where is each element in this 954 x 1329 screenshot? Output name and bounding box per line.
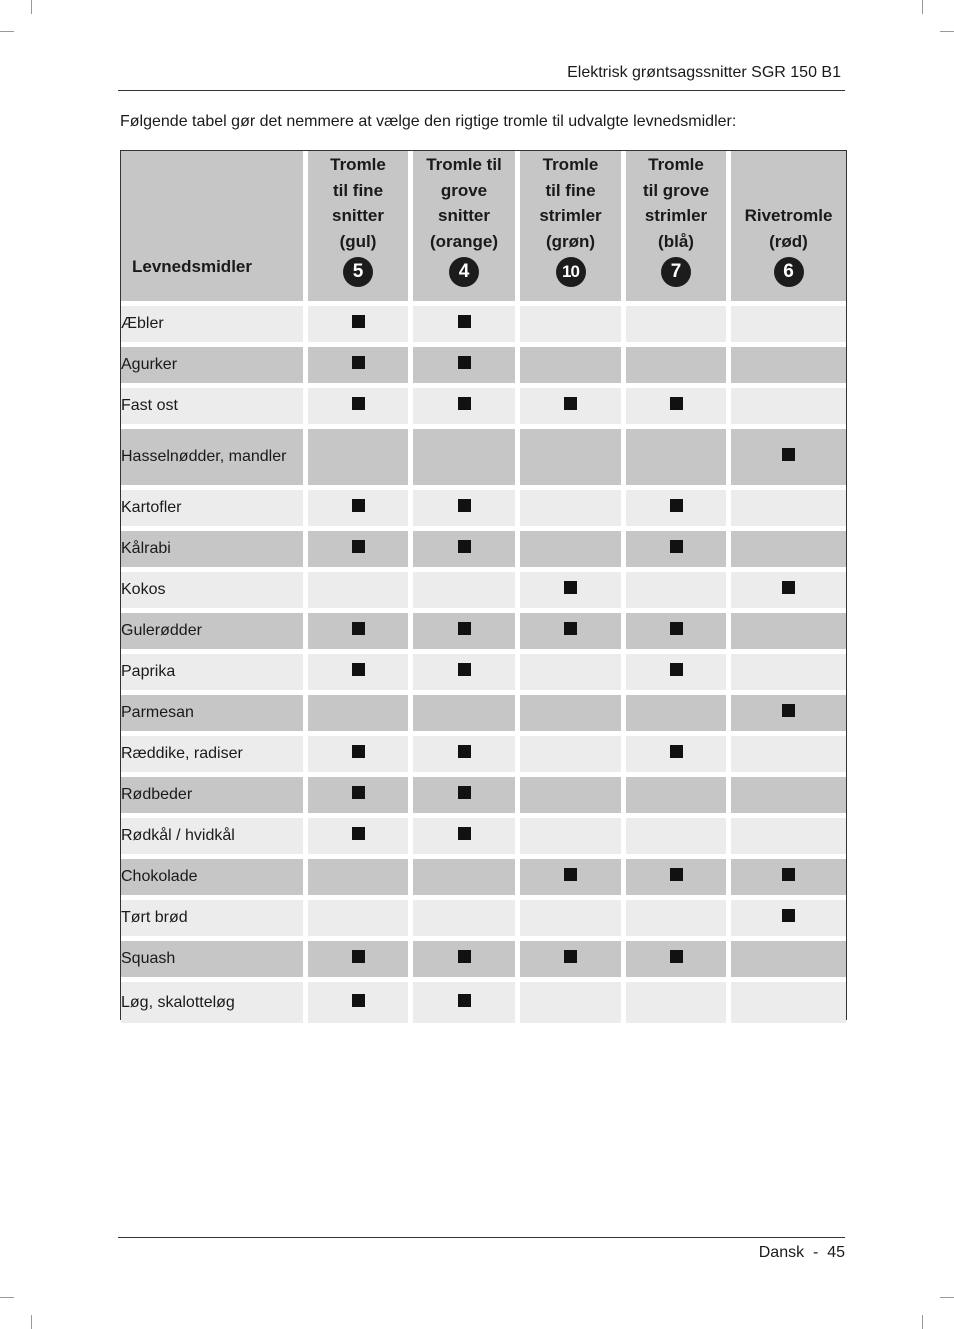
drum-selection-table — [120, 150, 847, 1020]
suitability-cell — [413, 613, 520, 654]
table-row — [121, 941, 846, 982]
suitability-cell — [308, 900, 413, 941]
suitable-mark-icon — [458, 994, 471, 1007]
suitable-mark-icon — [564, 868, 577, 881]
food-name-cell: Paprika — [121, 654, 308, 695]
suitability-cell — [308, 490, 413, 531]
food-name-cell: Kartofler — [121, 490, 308, 531]
suitability-cell — [626, 613, 731, 654]
suitable-mark-icon — [352, 540, 365, 553]
suitability-cell — [731, 490, 846, 531]
suitability-cell — [413, 695, 520, 736]
suitability-cell — [520, 613, 626, 654]
suitability-cell — [731, 900, 846, 941]
suitable-mark-icon — [458, 663, 471, 676]
drum-column-header — [626, 151, 731, 306]
suitability-cell — [413, 654, 520, 695]
suitable-mark-icon — [670, 663, 683, 676]
drum-column-header-line: snitter — [332, 206, 384, 225]
food-column-header — [121, 151, 308, 306]
drum-column-header — [413, 151, 520, 306]
suitability-cell — [413, 818, 520, 859]
suitable-mark-icon — [670, 540, 683, 553]
suitability-cell — [308, 941, 413, 982]
suitability-cell — [308, 654, 413, 695]
suitability-cell — [731, 531, 846, 572]
suitable-mark-icon — [458, 356, 471, 369]
suitability-cell — [626, 900, 731, 941]
footer-divider — [118, 1237, 845, 1238]
suitability-cell — [308, 306, 413, 347]
food-name-cell: Tørt brød — [121, 900, 308, 941]
suitability-cell — [413, 982, 520, 1023]
food-name-cell: Agurker — [121, 347, 308, 388]
crop-mark — [940, 31, 954, 32]
drum-column-header-line: strimler — [539, 206, 602, 225]
suitability-cell — [731, 695, 846, 736]
food-name-cell: Parmesan — [121, 695, 308, 736]
suitable-mark-icon — [782, 704, 795, 717]
food-name-cell: Gulerødder — [121, 613, 308, 654]
table-row — [121, 490, 846, 531]
suitability-cell — [731, 429, 846, 490]
suitable-mark-icon — [782, 581, 795, 594]
drum-column-header — [520, 151, 626, 306]
suitability-cell — [413, 306, 520, 347]
suitable-mark-icon — [670, 622, 683, 635]
suitable-mark-icon — [458, 950, 471, 963]
table-row — [121, 388, 846, 429]
suitability-cell — [626, 306, 731, 347]
drum-column-header-line: snitter — [438, 206, 490, 225]
suitability-cell — [731, 306, 846, 347]
suitable-mark-icon — [458, 315, 471, 328]
page-footer: Dansk - 45 — [758, 1244, 845, 1261]
suitability-cell — [520, 777, 626, 818]
food-name-cell: Hasselnødder, mandler — [121, 429, 308, 490]
table-row — [121, 695, 846, 736]
suitable-mark-icon — [458, 499, 471, 512]
suitable-mark-icon — [670, 745, 683, 758]
suitable-mark-icon — [670, 950, 683, 963]
intro-text: Følgende tabel gør det nemmere at vælge den rigtige tromle til udvalgte levnedsmidler: — [120, 113, 737, 130]
table-row — [121, 429, 846, 490]
crop-mark — [922, 0, 923, 14]
suitability-cell — [413, 531, 520, 572]
drum-column-header — [308, 151, 413, 306]
drum-column-header-line: Tromle — [542, 155, 599, 174]
drum-number-badge: 4 — [449, 257, 479, 287]
table-row — [121, 531, 846, 572]
suitability-cell — [626, 531, 731, 572]
crop-mark — [922, 1315, 923, 1329]
suitability-cell — [520, 695, 626, 736]
drum-column-header-line: (blå) — [658, 231, 694, 251]
suitability-cell — [520, 982, 626, 1023]
suitable-mark-icon — [458, 622, 471, 635]
suitable-mark-icon — [670, 499, 683, 512]
drum-number-badge: 5 — [343, 257, 373, 287]
suitability-cell — [413, 429, 520, 490]
suitability-cell — [308, 982, 413, 1023]
suitability-cell — [626, 736, 731, 777]
drum-column-header-line: til fine — [332, 180, 384, 200]
food-name-cell: Squash — [121, 941, 308, 982]
suitability-cell — [731, 736, 846, 777]
suitability-cell — [731, 941, 846, 982]
table-row — [121, 654, 846, 695]
suitable-mark-icon — [564, 581, 577, 594]
suitability-cell — [626, 695, 731, 736]
suitability-cell — [626, 654, 731, 695]
suitable-mark-icon — [352, 356, 365, 369]
suitable-mark-icon — [352, 994, 365, 1007]
suitability-cell — [520, 654, 626, 695]
drum-column-header-line: (gul) — [339, 231, 377, 251]
food-name-cell: Chokolade — [121, 859, 308, 900]
drum-column-header-line: til grove — [642, 180, 710, 200]
drum-column-header-line: Tromle — [648, 155, 704, 174]
suitable-mark-icon — [782, 909, 795, 922]
suitable-mark-icon — [458, 540, 471, 553]
suitability-cell — [520, 347, 626, 388]
suitability-cell — [626, 859, 731, 900]
suitability-cell — [626, 347, 731, 388]
suitability-cell — [308, 859, 413, 900]
suitability-cell — [731, 982, 846, 1023]
suitability-cell — [520, 388, 626, 429]
suitability-cell — [731, 818, 846, 859]
suitability-cell — [308, 572, 413, 613]
table-row — [121, 982, 846, 1023]
suitable-mark-icon — [352, 397, 365, 410]
food-name-cell: Æbler — [121, 306, 308, 347]
crop-mark — [0, 1297, 14, 1298]
suitability-cell — [308, 736, 413, 777]
suitability-cell — [308, 613, 413, 654]
crop-mark — [940, 1297, 954, 1298]
food-name-cell: Løg, skalotteløg — [121, 982, 308, 1023]
drum-column-header-line: til fine — [545, 180, 596, 200]
suitable-mark-icon — [352, 950, 365, 963]
suitable-mark-icon — [352, 663, 365, 676]
suitable-mark-icon — [352, 827, 365, 840]
drum-column-header-line: strimler — [644, 206, 708, 225]
suitable-mark-icon — [352, 622, 365, 635]
suitability-cell — [520, 306, 626, 347]
drum-column-header-line: grove — [440, 180, 488, 200]
suitability-cell — [413, 777, 520, 818]
running-header: Elektrisk grøntsagssnitter SGR 150 B1 — [567, 64, 841, 81]
food-name-cell: Rødkål / hvidkål — [121, 818, 308, 859]
table-row — [121, 347, 846, 388]
suitable-mark-icon — [458, 786, 471, 799]
header-divider — [118, 90, 845, 91]
suitable-mark-icon — [352, 315, 365, 328]
suitability-cell — [520, 736, 626, 777]
suitability-cell — [731, 347, 846, 388]
suitability-cell — [413, 572, 520, 613]
suitable-mark-icon — [782, 868, 795, 881]
table-row — [121, 736, 846, 777]
drum-column-header-line: Tromle — [330, 155, 386, 174]
suitability-cell — [520, 818, 626, 859]
suitability-cell — [413, 900, 520, 941]
suitability-cell — [626, 490, 731, 531]
suitability-cell — [413, 941, 520, 982]
table-header-row — [121, 151, 846, 306]
suitability-cell — [626, 982, 731, 1023]
suitability-cell — [626, 429, 731, 490]
suitable-mark-icon — [670, 397, 683, 410]
suitability-cell — [520, 531, 626, 572]
suitability-cell — [308, 429, 413, 490]
suitability-cell — [731, 613, 846, 654]
suitable-mark-icon — [458, 745, 471, 758]
drum-number-badge: 10 — [556, 257, 586, 287]
suitability-cell — [731, 654, 846, 695]
drum-column-header — [731, 151, 846, 306]
food-name-cell: Rødbeder — [121, 777, 308, 818]
food-column-header-label: Levnedsmidler — [132, 256, 252, 276]
drum-number-badge: 6 — [774, 257, 804, 287]
suitable-mark-icon — [352, 499, 365, 512]
suitability-cell — [308, 818, 413, 859]
table-row — [121, 900, 846, 941]
suitability-cell — [520, 572, 626, 613]
suitability-cell — [520, 429, 626, 490]
suitability-cell — [626, 388, 731, 429]
table-row — [121, 859, 846, 900]
table-row — [121, 572, 846, 613]
suitable-mark-icon — [564, 950, 577, 963]
suitable-mark-icon — [458, 827, 471, 840]
drum-number-badge: 7 — [661, 257, 691, 287]
suitable-mark-icon — [352, 745, 365, 758]
food-name-cell: Kokos — [121, 572, 308, 613]
food-name-cell: Kålrabi — [121, 531, 308, 572]
suitability-cell — [626, 572, 731, 613]
suitability-cell — [308, 388, 413, 429]
suitable-mark-icon — [782, 448, 795, 461]
suitability-cell — [520, 941, 626, 982]
suitability-cell — [731, 859, 846, 900]
drum-column-header-line: Rivetromle — [744, 206, 833, 225]
suitability-cell — [413, 347, 520, 388]
food-name-cell: Ræddike, radiser — [121, 736, 308, 777]
suitability-cell — [731, 388, 846, 429]
crop-mark — [31, 1315, 32, 1329]
suitability-cell — [520, 490, 626, 531]
suitability-cell — [308, 695, 413, 736]
table-row — [121, 818, 846, 859]
suitable-mark-icon — [564, 397, 577, 410]
suitability-cell — [413, 736, 520, 777]
suitability-cell — [626, 818, 731, 859]
suitability-cell — [308, 777, 413, 818]
suitable-mark-icon — [564, 622, 577, 635]
drum-table-grid — [121, 151, 846, 1023]
suitable-mark-icon — [670, 868, 683, 881]
crop-mark — [0, 31, 14, 32]
suitability-cell — [308, 531, 413, 572]
food-name-cell: Fast ost — [121, 388, 308, 429]
suitability-cell — [413, 859, 520, 900]
suitability-cell — [626, 941, 731, 982]
suitability-cell — [520, 859, 626, 900]
table-row — [121, 306, 846, 347]
suitable-mark-icon — [458, 397, 471, 410]
suitability-cell — [520, 900, 626, 941]
suitability-cell — [731, 572, 846, 613]
suitability-cell — [308, 347, 413, 388]
crop-mark — [31, 0, 32, 14]
suitability-cell — [626, 777, 731, 818]
suitable-mark-icon — [352, 786, 365, 799]
drum-column-header-line: (orange) — [430, 231, 498, 251]
suitability-cell — [413, 388, 520, 429]
table-row — [121, 777, 846, 818]
drum-column-header-line: (rød) — [769, 231, 808, 251]
drum-column-header-line: (grøn) — [545, 231, 596, 251]
table-row — [121, 613, 846, 654]
suitability-cell — [731, 777, 846, 818]
suitability-cell — [413, 490, 520, 531]
drum-column-header-line: Tromle til — [426, 155, 502, 174]
